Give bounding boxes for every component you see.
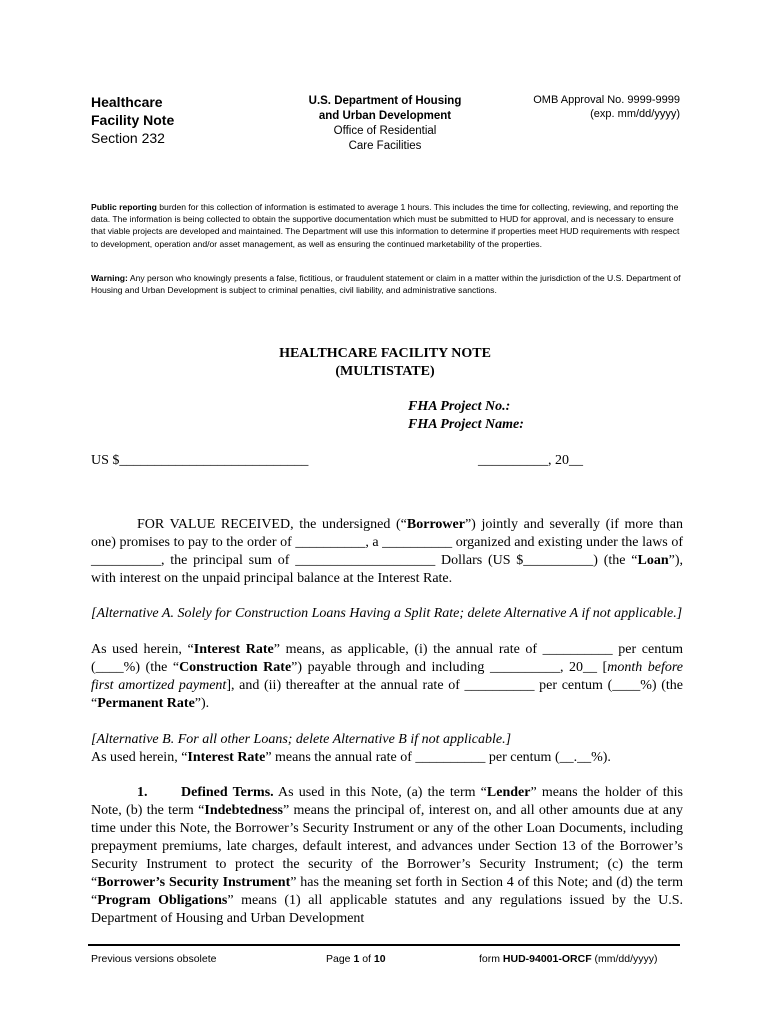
dept-line1: U.S. Department of Housing	[308, 95, 462, 107]
form-number: HUD-94001-ORCF	[502, 953, 592, 965]
s1-text-a: As used in this Note, (a) the term “	[273, 785, 487, 800]
dept-line4: Care Facilities	[348, 140, 422, 152]
alt-a-text-5: ”).	[194, 696, 210, 711]
page-total: 10	[373, 953, 386, 965]
alternative-b-paragraph	[91, 749, 683, 767]
page-prefix: Page	[326, 953, 354, 965]
term-interest-rate: Interest Rate	[193, 642, 274, 657]
alt-b-heading-text: [Alternative B. For all other Loans; delete Alternative B if not applicable.]	[91, 732, 512, 747]
alt-a-text-1: As used herein, “	[91, 642, 194, 657]
p1-text-a: FOR VALUE RECEIVED, the undersigned (“	[137, 517, 407, 532]
term-indebtedness: Indebtedness	[204, 803, 283, 818]
section-1-number: 1.	[137, 785, 148, 800]
fha-project-name: FHA Project Name:	[408, 417, 524, 432]
alternative-a-paragraph	[91, 641, 683, 713]
alt-b-text-2: ” means the annual rate of __________ per centum (__.__%).	[265, 750, 611, 765]
page-of: of	[359, 953, 374, 965]
footer-divider	[88, 944, 680, 946]
page-current: 1	[353, 953, 360, 965]
alternative-a-heading	[91, 605, 683, 623]
burden-notice	[91, 201, 681, 250]
alt-a-text-4: ], and (ii) thereafter at the annual rate of __________ per centum (____%) (the “	[91, 678, 683, 711]
warning-label: Warning:	[91, 273, 128, 283]
alt-a-text-2: ” means, as applicable, (i) the annual rate of __________ per centum (____%) (the “	[91, 642, 683, 675]
omb-block	[500, 93, 680, 121]
p1-text-b: ”) jointly and severally (if more than one) promises to pay to the order of __________, a __________ organized and existing under the laws of __________, the principal sum of ____________________ Dollars (US $__________) (the “	[91, 517, 683, 568]
document-title: HEALTHCARE FACILITY NOTE	[279, 346, 491, 361]
dept-line2: and Urban Development	[318, 110, 452, 122]
s1-text-d: ” has the meaning set forth in Section 4 of this Note; and (d) the term “	[91, 875, 683, 908]
form-title-line1: Healthcare	[91, 94, 163, 110]
alt-b-text-1: As used herein, “	[91, 750, 188, 765]
alt-a-month-note: month before first amortized payment	[91, 660, 683, 693]
form-prefix: form	[479, 953, 503, 965]
alternative-b-heading	[91, 731, 683, 749]
section-1-defined-terms	[91, 784, 683, 928]
term-lender: Lender	[486, 785, 531, 800]
section-1-title: Defined Terms.	[181, 785, 274, 800]
term-construction-rate: Construction Rate	[179, 660, 292, 675]
document-subtitle: (MULTISTATE)	[335, 364, 435, 379]
fha-project-no: FHA Project No.:	[408, 399, 511, 414]
dept-line3: Office of Residential	[333, 125, 437, 137]
s1-text-e: ” means (1) all applicable statutes and any regulations issued by the U.S. Department of Housing and Urban Development	[91, 893, 683, 926]
s1-text-b: ” means the holder of this Note, (b) the term “	[91, 785, 684, 818]
value-received-paragraph	[91, 516, 683, 588]
term-permanent-rate: Permanent Rate	[97, 696, 195, 711]
date-line: __________, 20__	[478, 453, 583, 468]
omb-approval: OMB Approval No. 9999-9999	[533, 94, 680, 106]
form-date: (mm/dd/yyyy)	[591, 953, 658, 965]
term-interest-rate-b: Interest Rate	[187, 750, 266, 765]
form-section: Section 232	[91, 130, 165, 146]
amount-line: US $___________________________	[91, 453, 309, 468]
p1-text-c: ”), with interest on the unpaid principal balance at the Interest Rate.	[91, 553, 683, 586]
term-loan: Loan	[637, 553, 669, 568]
term-borrower: Borrower	[406, 517, 465, 532]
term-borrowers-security-instrument: Borrower’s Security Instrument	[97, 875, 291, 890]
s1-text-c: ” means the principal of, interest on, and all other amounts due at any time under this Note, the Borrower’s Security Instrument or any of the other Loan Documents, including prepayment premiums, late charges, default interest, and advances under Section 13 of the Borrower’s Security Instrument to protect the security of the Borrower’s Security Instrument; (c) the term “	[91, 803, 684, 890]
footer-form-id	[479, 953, 658, 965]
warning-text: Any person who knowingly presents a false, fictitious, or fraudulent statement or claim in a matter within the jurisdiction of the U.S. Department of Housing and Urban Development is subject to criminal penalties, civil liability, and administrative sanctions.	[91, 273, 681, 296]
footer-page-number	[326, 953, 386, 965]
omb-expiration: (exp. mm/dd/yyyy)	[590, 108, 680, 120]
alt-a-heading-text: [Alternative A. Solely for Construction Loans Having a Split Rate; delete Alternative A if not applicable.]	[91, 606, 683, 621]
alt-a-text-3: ”) payable through and including __________, 20__ [	[291, 660, 608, 675]
form-title-line2: Facility Note	[91, 112, 175, 128]
burden-text: burden for this collection of information is estimated to average 1 hours. This includes the time for collecting, reviewing, and reporting the data. The information is being collected to obtain the supportive documentation which must be submitted to HUD for approval, and is necessary to ensure that viable projects are developed and maintained. The Department will use this information to determine if properties meet HUD requirements with respect to development, operation and/or asset management, as well as ensuring the continued marketability of the properties.	[91, 202, 680, 249]
form-title-block	[91, 93, 174, 147]
term-program-obligations: Program Obligations	[97, 893, 228, 908]
burden-label: Public reporting	[91, 202, 157, 212]
warning-notice	[91, 272, 681, 296]
department-block	[290, 94, 480, 154]
footer-obsolete-note: Previous versions obsolete	[91, 953, 217, 965]
